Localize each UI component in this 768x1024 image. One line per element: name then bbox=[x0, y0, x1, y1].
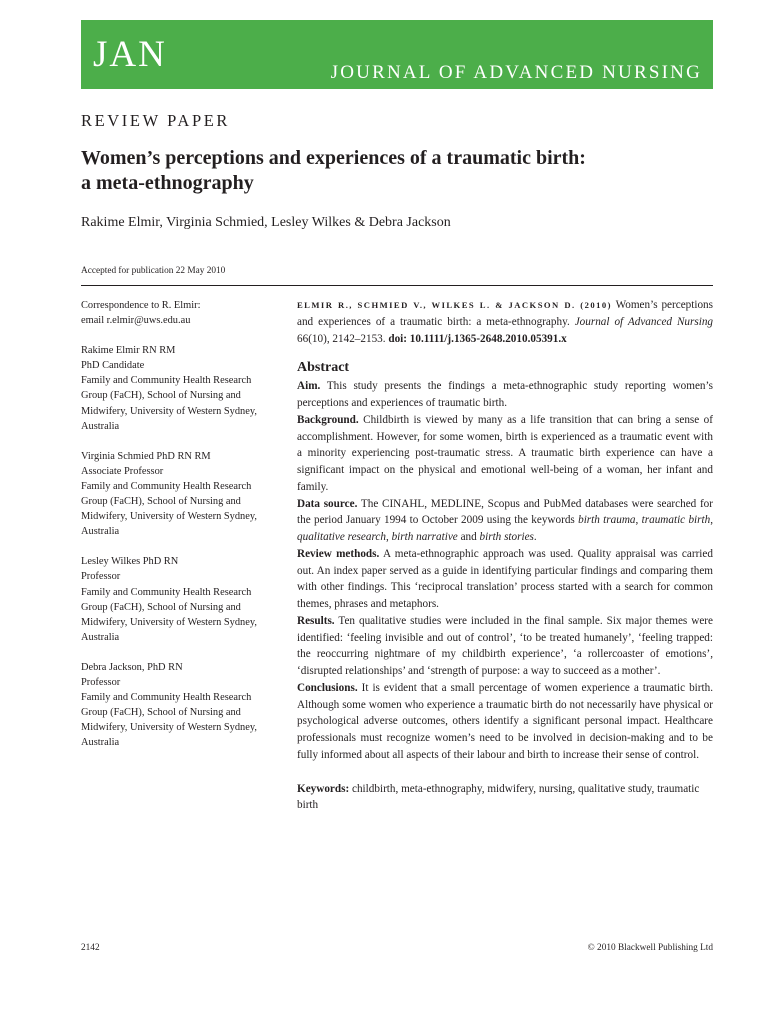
background-label: Background. bbox=[297, 413, 359, 426]
document-type: REVIEW PAPER bbox=[81, 111, 231, 130]
keyword-traumatic-birth: traumatic birth bbox=[641, 514, 711, 527]
header-divider bbox=[81, 285, 713, 286]
paper-title bbox=[81, 146, 721, 196]
citation-issue-pages: (10), 2142–2153. bbox=[308, 332, 386, 345]
correspondence-block bbox=[81, 298, 281, 328]
citation-journal: Journal of Advanced Nursing bbox=[574, 315, 714, 328]
keywords bbox=[297, 781, 713, 815]
review-methods-text: A meta-ethnographic approach was used. Quality appraisal was carried out. An index paper served as a guide in identifying particular findings and comparing them with other findings. This ‘reciprocal translation’ process started with a search for common themes, phrases and metaphors. bbox=[297, 547, 713, 610]
aim-label: Aim. bbox=[297, 380, 321, 393]
affiliation-line: Group (FaCH), School of Nursing and bbox=[81, 496, 241, 508]
affiliation-line: Family and Community Health Research bbox=[81, 480, 252, 492]
abstract-heading: Abstract bbox=[297, 360, 350, 376]
affiliation-line: Midwifery, University of Western Sydney, bbox=[81, 722, 257, 734]
affiliation-line: Midwifery, University of Western Sydney, bbox=[81, 405, 257, 417]
keywords-label: Keywords: bbox=[297, 782, 350, 795]
results-label: Results. bbox=[297, 614, 335, 627]
citation-title: Women’s perceptions and experiences of a traumatic birth: a meta-ethnography. bbox=[297, 299, 714, 328]
affiliation-line: Professor bbox=[81, 571, 121, 583]
abstract-background bbox=[297, 412, 713, 496]
review-methods-label: Review methods. bbox=[297, 547, 380, 560]
author-list: Rakime Elmir, Virginia Schmied, Lesley Wilkes & Debra Jackson bbox=[81, 215, 451, 230]
affiliation-line: Lesley Wilkes PhD RN bbox=[81, 556, 179, 568]
conclusions-label: Conclusions. bbox=[297, 681, 358, 694]
affiliation-line: Group (FaCH), School of Nursing and bbox=[81, 601, 241, 613]
copyright: © 2010 Blackwell Publishing Ltd bbox=[587, 943, 713, 953]
abstract-aim bbox=[297, 378, 713, 412]
affiliation-line: Midwifery, University of Western Sydney, bbox=[81, 511, 257, 523]
affiliation-line: Family and Community Health Research bbox=[81, 586, 252, 598]
correspondence-email: email r.elmir@uws.edu.au bbox=[81, 315, 191, 327]
title-line-1: Women’s perceptions and experiences of a traumatic birth: bbox=[81, 147, 586, 169]
author-details-column bbox=[81, 298, 281, 765]
keywords-text: childbirth, meta-ethnography, midwifery, nursing, qualitative study, traumatic birth bbox=[297, 782, 700, 812]
keyword-birth-stories: birth stories bbox=[479, 531, 534, 543]
conclusions-text: It is evident that a small percentage of women experience a traumatic birth. Although some women who experience a traumatic birth do not necessarily have physical or psychological adverse outcomes, others identify a significant personal impact. Healthcare professionals must recognize women’s need to be involved in decision-making and to be fully informed about all aspects of their labour and birth to increase their sense of control. bbox=[297, 681, 714, 761]
affiliation-line: Australia bbox=[81, 631, 120, 643]
accepted-date: Accepted for publication 22 May 2010 bbox=[81, 266, 226, 276]
affiliation-line: Professor bbox=[81, 676, 121, 688]
abstract-conclusions bbox=[297, 680, 713, 764]
keyword-birth-trauma: birth trauma bbox=[578, 514, 636, 527]
affiliation-line: Family and Community Health Research bbox=[81, 692, 252, 704]
journal-logo: JAN bbox=[93, 34, 167, 75]
results-text: Ten qualitative studies were included in the final sample. Six major themes were identified: ‘feeling invisible and out of control’, ‘to be treated humanely’, ‘feeling trapped: the reoccurring nightmare of my childbirth experience’, ‘a rollercoaster of emotions’, ‘disrupted relationships’ and ‘strength of purpose: a way to succeed as a mother’. bbox=[297, 614, 713, 677]
abstract-data-source: Data source. The CINAHL, MEDLINE, Scopus and PubMed databases were searched for the period January 1994 to October 2009 using the keywords birth trauma, traumatic birth, qualitative research, birth narrative and birth stories. bbox=[297, 497, 714, 543]
keyword-qualitative-research: qualitative research bbox=[297, 531, 386, 543]
correspondence-line: Correspondence to R. Elmir: bbox=[81, 300, 201, 311]
affiliation-line: Group (FaCH), School of Nursing and bbox=[81, 707, 241, 719]
affiliation-block bbox=[81, 660, 281, 751]
abstract-review-methods bbox=[297, 546, 713, 613]
title-line-2: a meta-ethnography bbox=[81, 172, 254, 194]
data-source-text: The CINAHL, MEDLINE, Scopus and PubMed databases were searched for the period January 1994 to October 2009 using the keywords bbox=[297, 497, 714, 527]
abstract-results bbox=[297, 613, 713, 680]
data-source-label: Data source. bbox=[297, 497, 358, 510]
page-number: 2142 bbox=[81, 943, 100, 953]
journal-banner bbox=[81, 20, 713, 89]
affiliation-line: Australia bbox=[81, 526, 120, 538]
and-word: and bbox=[460, 531, 477, 543]
affiliation-line: Midwifery, University of Western Sydney, bbox=[81, 616, 257, 628]
citation-doi: doi: 10.1111/j.1365-2648.2010.05391.x bbox=[388, 332, 567, 345]
affiliation-line: Virginia Schmied PhD RN RM bbox=[81, 450, 211, 462]
affiliation-line: Family and Community Health Research bbox=[81, 375, 252, 387]
citation-volume: 66 bbox=[297, 332, 309, 345]
affiliation-block bbox=[81, 449, 281, 540]
affiliation-block bbox=[81, 554, 281, 645]
affiliation-line: Associate Professor bbox=[81, 465, 164, 477]
journal-name: JOURNAL OF ADVANCED NURSING bbox=[330, 62, 702, 83]
affiliation-line: PhD Candidate bbox=[81, 360, 145, 372]
citation-authors: ELMIR R., SCHMIED V., WILKES L. & JACKSON D. (2010) bbox=[297, 300, 612, 310]
affiliation-line: Debra Jackson, PhD RN bbox=[81, 661, 183, 673]
citation bbox=[297, 297, 713, 347]
affiliation-block bbox=[81, 343, 281, 434]
affiliation-line: Group (FaCH), School of Nursing and bbox=[81, 390, 241, 402]
affiliation-line: Australia bbox=[81, 420, 120, 432]
keyword-birth-narrative: birth narrative bbox=[391, 531, 458, 543]
affiliation-line: Rakime Elmir RN RM bbox=[81, 345, 176, 357]
aim-text: This study presents the findings a meta-ethnographic study reporting women’s perceptions and experiences of traumatic birth. bbox=[297, 380, 713, 409]
affiliation-line: Australia bbox=[81, 737, 120, 749]
background-text: Childbirth is viewed by many as a life transition that can bring a sense of accomplishment. However, for some women, birth is experienced as a traumatic event with a minority experiencing post-traumatic stress. A traumatic birth experience can have a significant impact on the physical and emotional well-being of a woman, her infant and family. bbox=[297, 413, 713, 493]
abstract-column bbox=[297, 297, 713, 814]
